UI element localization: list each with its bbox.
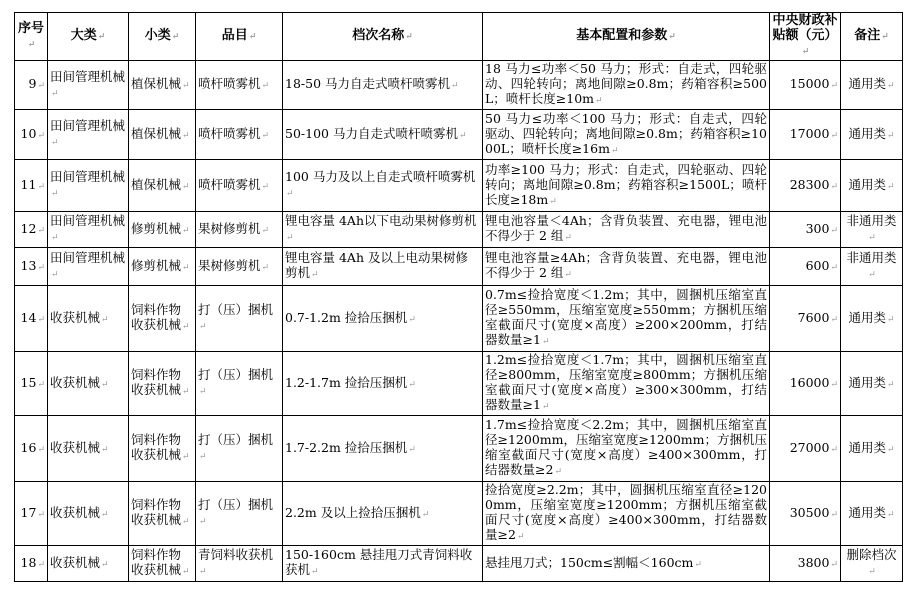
table-row bbox=[15, 286, 903, 352]
cell-category: 田间管理机械 ↵ bbox=[48, 212, 129, 248]
table-row bbox=[15, 61, 903, 110]
cell-subsidy: 17000 ↵ bbox=[770, 110, 841, 160]
cell-grade-name: 100 马力及以上自走式喷杆喷雾机 ↵ bbox=[283, 160, 483, 212]
cell-note: 通用类 ↵ bbox=[841, 160, 903, 212]
cell-seq: 9 ↵ bbox=[15, 61, 48, 110]
cell-grade-name: 锂电容量 4Ah以下电动果树修剪机 ↵ bbox=[283, 212, 483, 248]
cell-subsidy: 28300 ↵ bbox=[770, 160, 841, 212]
header-category: 大类 ↵ bbox=[48, 13, 129, 61]
cell-item: 打（压）捆机 ↵ bbox=[196, 482, 283, 546]
cell-subcategory: 植保机械 ↵ bbox=[129, 110, 196, 160]
cell-subsidy: 7600 ↵ bbox=[770, 286, 841, 352]
cell-note: 通用类 ↵ bbox=[841, 286, 903, 352]
header-subsidy: 中央财政补贴额（元） ↵ bbox=[770, 13, 841, 61]
cell-config: 悬挂甩刀式；150cm≤割幅＜160cm ↵ bbox=[483, 546, 770, 582]
cell-subcategory: 修剪机械 ↵ bbox=[129, 212, 196, 248]
header-subcategory: 小类 ↵ bbox=[129, 13, 196, 61]
table-row bbox=[15, 416, 903, 482]
cell-note: 非通用类 ↵ bbox=[841, 212, 903, 248]
cell-subcategory: 饲料作物收获机械 ↵ bbox=[129, 482, 196, 546]
cell-note: 通用类 ↵ bbox=[841, 352, 903, 416]
cell-category: 收获机械 ↵ bbox=[48, 546, 129, 582]
cell-subsidy: 16000 ↵ bbox=[770, 352, 841, 416]
cell-subsidy: 27000 ↵ bbox=[770, 416, 841, 482]
cell-category: 田间管理机械 ↵ bbox=[48, 160, 129, 212]
cell-seq: 10 ↵ bbox=[15, 110, 48, 160]
header-item: 品目 ↵ bbox=[196, 13, 283, 61]
cell-config: 0.7m≤捡拾宽度＜1.2m；其中，圆捆机压缩室直径≥550mm，压缩室宽度≥550mm；方捆机压缩室截面尺寸(宽度×高度）≥200×200mm，打结器数量≥1 ↵ bbox=[483, 286, 770, 352]
cell-seq: 17 ↵ bbox=[15, 482, 48, 546]
cell-grade-name: 2.2m 及以上捡拾压捆机 ↵ bbox=[283, 482, 483, 546]
header-note: 备注 ↵ bbox=[841, 13, 903, 61]
cell-seq: 14 ↵ bbox=[15, 286, 48, 352]
table-row bbox=[15, 110, 903, 160]
cell-subsidy: 15000 ↵ bbox=[770, 61, 841, 110]
cell-subsidy: 600 ↵ bbox=[770, 248, 841, 286]
cell-note: 删除档次 ↵ bbox=[841, 546, 903, 582]
table-row bbox=[15, 482, 903, 546]
cell-subsidy: 300 ↵ bbox=[770, 212, 841, 248]
cell-subcategory: 修剪机械 ↵ bbox=[129, 248, 196, 286]
cell-item: 打（压）捆机 ↵ bbox=[196, 286, 283, 352]
cell-grade-name: 0.7-1.2m 捡拾压捆机 ↵ bbox=[283, 286, 483, 352]
cell-grade-name: 150-160cm 悬挂甩刀式青饲料收获机 ↵ bbox=[283, 546, 483, 582]
cell-seq: 11 ↵ bbox=[15, 160, 48, 212]
cell-item: 果树修剪机 ↵ bbox=[196, 248, 283, 286]
cell-subsidy: 3800 ↵ bbox=[770, 546, 841, 582]
cell-subcategory: 饲料作物收获机械 ↵ bbox=[129, 416, 196, 482]
cell-note: 通用类 ↵ bbox=[841, 110, 903, 160]
cell-note: 通用类 ↵ bbox=[841, 416, 903, 482]
cell-subsidy: 30500 ↵ bbox=[770, 482, 841, 546]
cell-seq: 18 ↵ bbox=[15, 546, 48, 582]
cell-item: 打（压）捆机 ↵ bbox=[196, 416, 283, 482]
cell-item: 果树修剪机 ↵ bbox=[196, 212, 283, 248]
header-seq: 序号 ↵ bbox=[15, 13, 48, 61]
cell-note: 通用类 ↵ bbox=[841, 61, 903, 110]
cell-seq: 15 ↵ bbox=[15, 352, 48, 416]
cell-grade-name: 1.2-1.7m 捡拾压捆机 ↵ bbox=[283, 352, 483, 416]
cell-category: 收获机械 ↵ bbox=[48, 416, 129, 482]
cell-note: 非通用类 ↵ bbox=[841, 248, 903, 286]
cell-config: 功率≥100 马力；形式：自走式，四轮驱动、四轮转向；离地间隙≥0.8m；药箱容积≥1500L；喷杆长度≥18m ↵ bbox=[483, 160, 770, 212]
cell-grade-name: 锂电容量 4Ah 及以上电动果树修剪机 ↵ bbox=[283, 248, 483, 286]
cell-config: 50 马力≤功率＜100 马力；形式：自走式，四轮驱动、四轮转向；离地间隙≥0.8m；药箱容积≥1000L；喷杆长度≥16m ↵ bbox=[483, 110, 770, 160]
cell-subcategory: 饲料作物收获机械 ↵ bbox=[129, 546, 196, 582]
cell-subcategory: 饲料作物收获机械 ↵ bbox=[129, 352, 196, 416]
cell-seq: 12 ↵ bbox=[15, 212, 48, 248]
cell-config: 锂电池容量≥4Ah；含背负装置、充电器，锂电池不得少于 2 组 ↵ bbox=[483, 248, 770, 286]
cell-category: 收获机械 ↵ bbox=[48, 352, 129, 416]
cell-note: 通用类 ↵ bbox=[841, 482, 903, 546]
cell-category: 田间管理机械 ↵ bbox=[48, 248, 129, 286]
cell-subcategory: 植保机械 ↵ bbox=[129, 61, 196, 110]
cell-category: 收获机械 ↵ bbox=[48, 482, 129, 546]
cell-item: 青饲料收获机 ↵ bbox=[196, 546, 283, 582]
cell-grade-name: 18-50 马力自走式喷杆喷雾机 ↵ bbox=[283, 61, 483, 110]
cell-subcategory: 饲料作物收获机械 ↵ bbox=[129, 286, 196, 352]
header-config: 基本配置和参数 ↵ bbox=[483, 13, 770, 61]
table-row bbox=[15, 546, 903, 582]
cell-item: 喷杆喷雾机 ↵ bbox=[196, 110, 283, 160]
cell-item: 打（压）捆机 ↵ bbox=[196, 352, 283, 416]
cell-config: 捡拾宽度≥2.2m；其中，圆捆机压缩室直径≥1200mm，压缩室宽度≥1200mm；方捆机压缩室截面尺寸(宽度×高度）≥400×300mm，打结器数量≥2 ↵ bbox=[483, 482, 770, 546]
cell-item: 喷杆喷雾机 ↵ bbox=[196, 61, 283, 110]
cell-config: 锂电池容量＜4Ah；含背负装置、充电器，锂电池不得少于 2 组 ↵ bbox=[483, 212, 770, 248]
cell-grade-name: 1.7-2.2m 捡拾压捆机 ↵ bbox=[283, 416, 483, 482]
cell-category: 收获机械 ↵ bbox=[48, 286, 129, 352]
cell-config: 1.2m≤捡拾宽度＜1.7m；其中，圆捆机压缩室直径≥800mm，压缩室宽度≥800mm；方捆机压缩室截面尺寸(宽度×高度）≥300×300mm，打结器数量≥1 ↵ bbox=[483, 352, 770, 416]
cell-category: 田间管理机械 ↵ bbox=[48, 110, 129, 160]
table-row bbox=[15, 212, 903, 248]
table-body bbox=[15, 61, 903, 582]
subsidy-table bbox=[14, 12, 903, 582]
table-row bbox=[15, 248, 903, 286]
header-grade-name: 档次名称 ↵ bbox=[283, 13, 483, 61]
cell-config: 18 马力≤功率＜50 马力；形式：自走式，四轮驱动、四轮转向；离地间隙≥0.8m；药箱容积≥500L；喷杆长度≥10m ↵ bbox=[483, 61, 770, 110]
cell-seq: 16 ↵ bbox=[15, 416, 48, 482]
cell-grade-name: 50-100 马力自走式喷杆喷雾机 ↵ bbox=[283, 110, 483, 160]
cell-seq: 13 ↵ bbox=[15, 248, 48, 286]
table-row bbox=[15, 352, 903, 416]
cell-category: 田间管理机械 ↵ bbox=[48, 61, 129, 110]
header-row bbox=[15, 13, 903, 61]
cell-subcategory: 植保机械 ↵ bbox=[129, 160, 196, 212]
table-row bbox=[15, 160, 903, 212]
cell-item: 喷杆喷雾机 ↵ bbox=[196, 160, 283, 212]
cell-config: 1.7m≤捡拾宽度＜2.2m；其中，圆捆机压缩室直径≥1200mm，压缩室宽度≥1200mm；方捆机压缩室截面尺寸(宽度×高度）≥400×300mm，打结器数量≥2 ↵ bbox=[483, 416, 770, 482]
